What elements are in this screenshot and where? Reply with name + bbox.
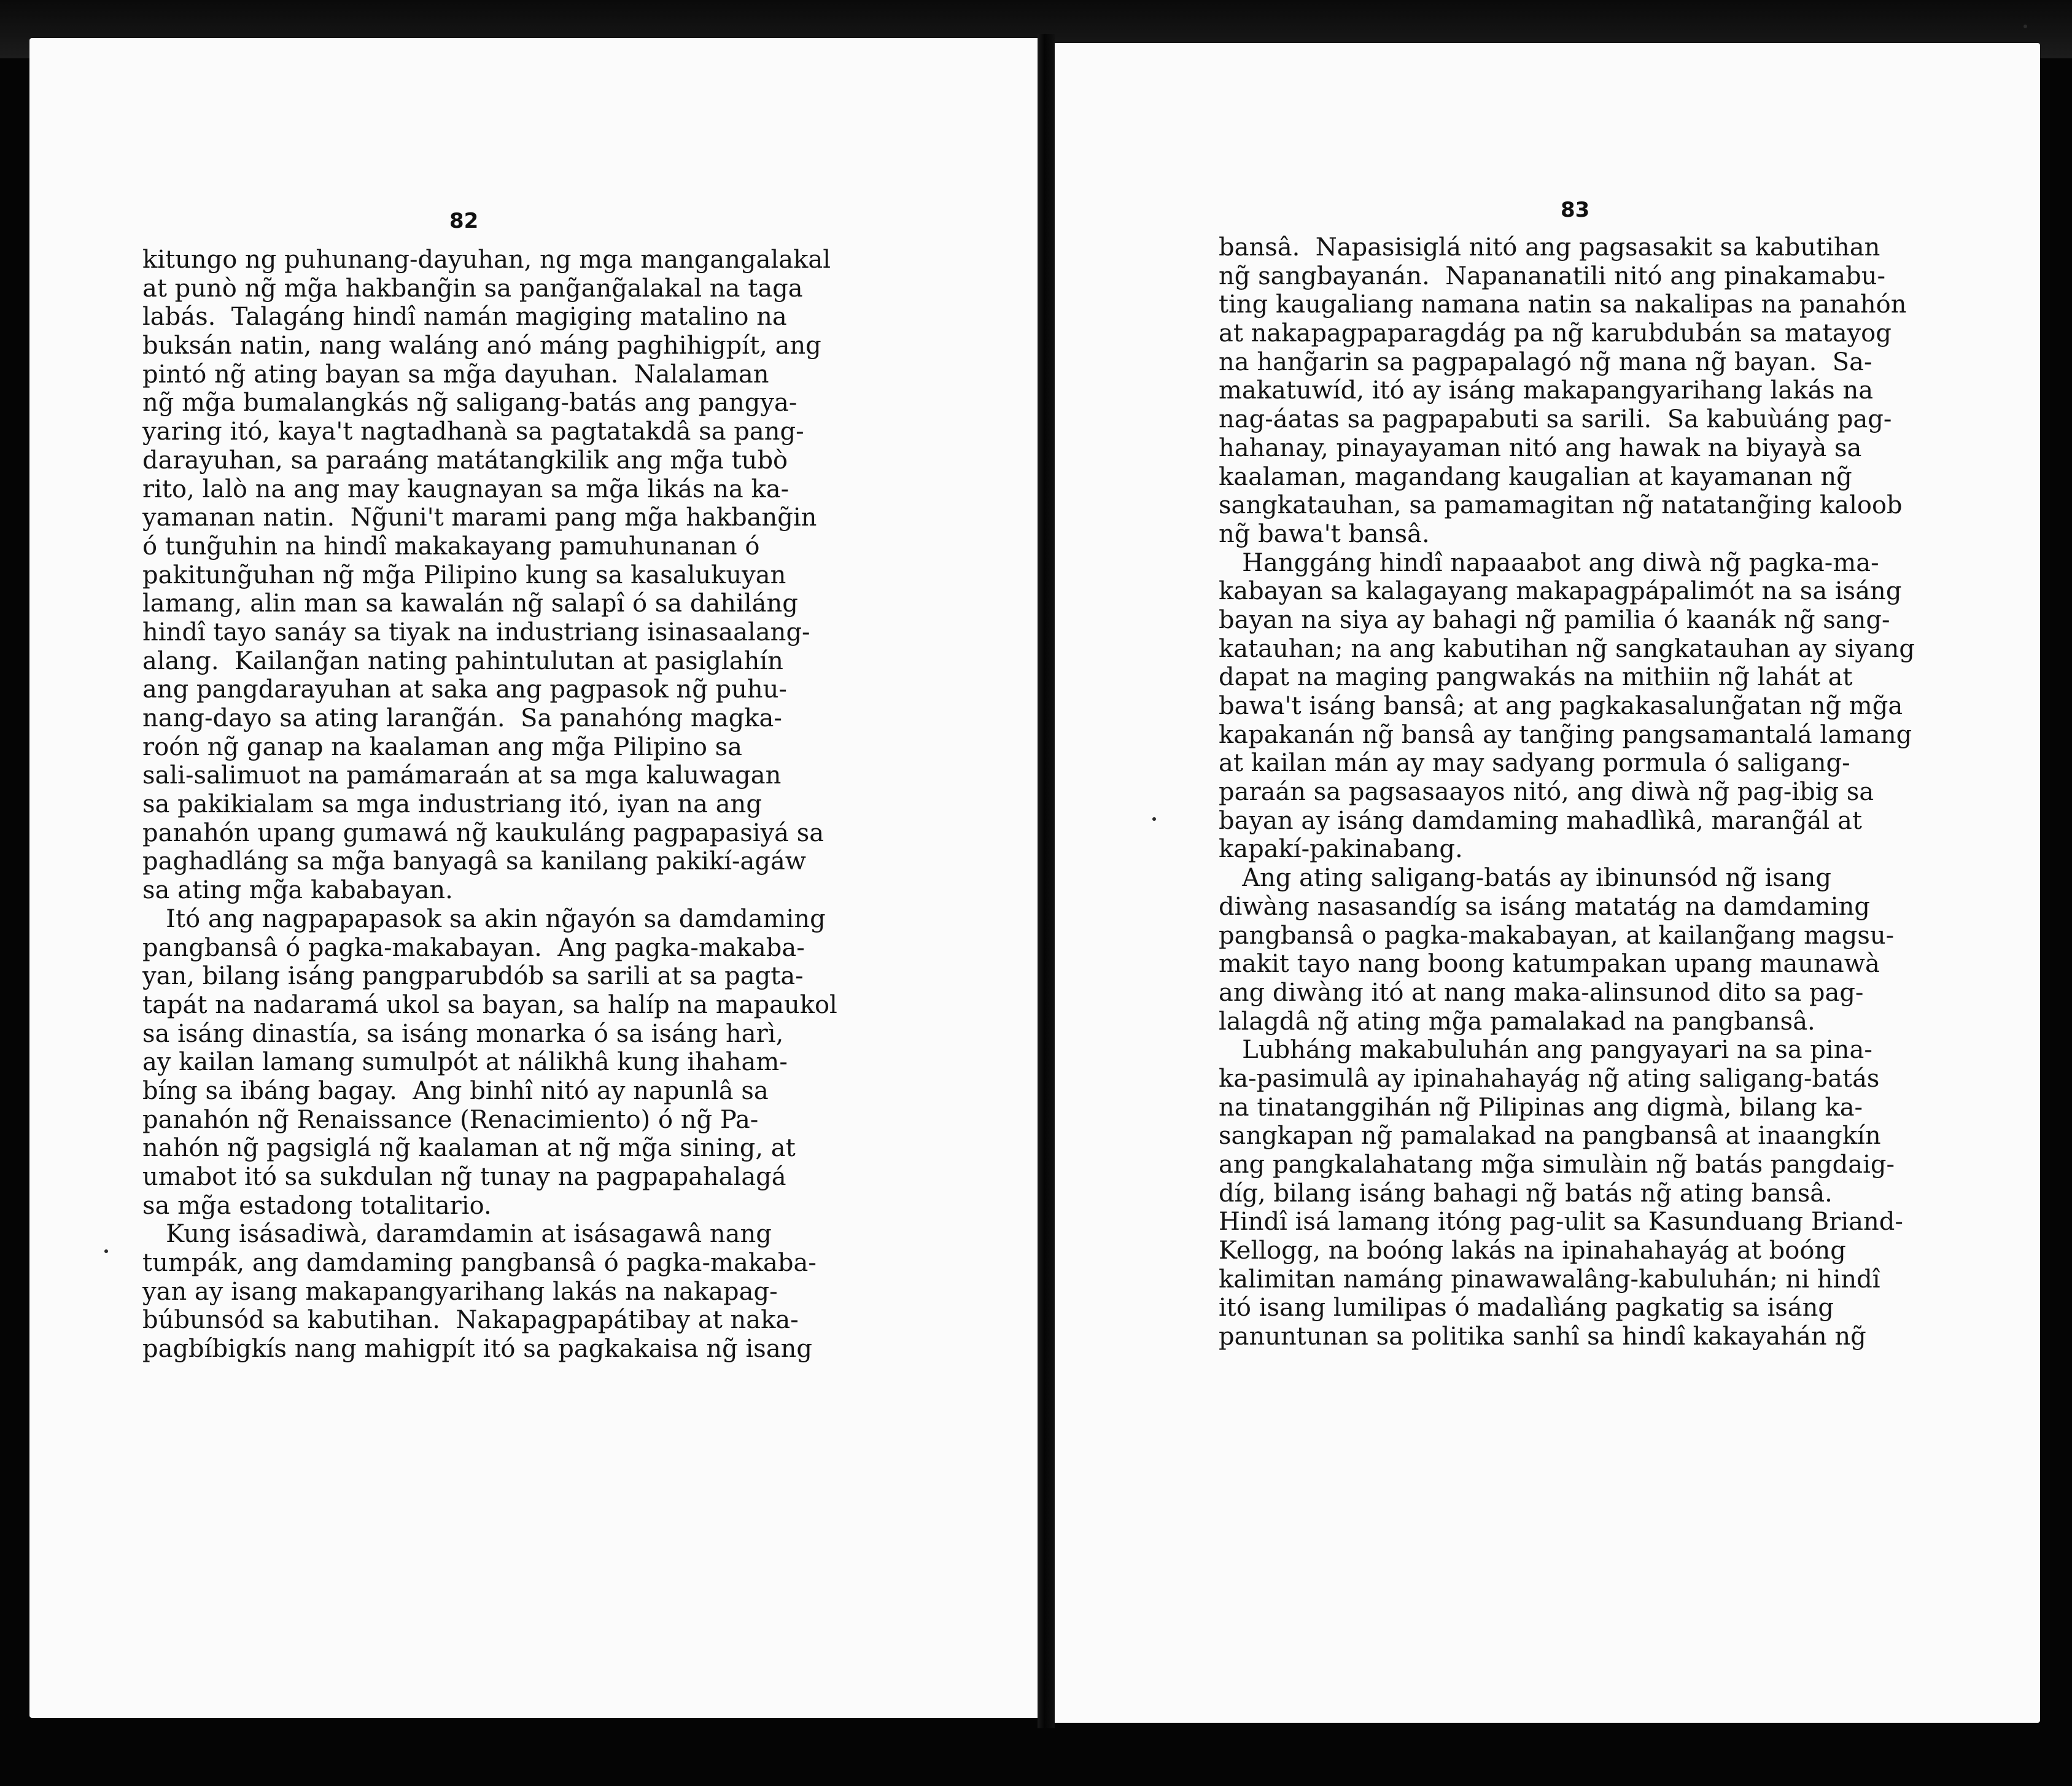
- text-line: pangbansâ o pagka-makabayan, at kailang̃ang magsu-: [1219, 921, 1895, 950]
- book-gutter: [1038, 34, 1055, 1728]
- text-line: panahón ng̃ Renaissance (Renacimiento) ó ng̃ Pa-: [142, 1105, 759, 1134]
- text-line: yan ay isang makapangyarihang lakás na nakapag-: [142, 1277, 778, 1306]
- text-line: roón ng̃ ganap na kaalaman ang mg̃a Pilipino sa: [142, 732, 743, 761]
- text-line: labás. Talagáng hindî namán magiging matalino na: [142, 303, 787, 332]
- text-line: paraán sa pagsasaayos nitó, ang diwà ng̃ pag-ibig sa: [1219, 778, 1874, 807]
- text-line: lamang, alin man sa kawalán ng̃ salapî ó sa dahiláng: [142, 589, 798, 618]
- text-line: ng̃ sangbayanán. Napananatili nitó ang pinakamabu-: [1219, 262, 1886, 290]
- text-line: sa mg̃a estadong totalitario.: [142, 1191, 492, 1220]
- text-line: kitungo ng puhunang-dayuhan, ng mga mangangalakal: [142, 246, 831, 274]
- right-page-number: 83: [1561, 198, 1590, 222]
- text-line: kapakanán ng̃ bansâ ay tang̃ing pangsamantalá lamang: [1219, 720, 1912, 749]
- text-line: sa ating mg̃a kababayan.: [142, 876, 453, 905]
- text-line: pangbansâ ó pagka-makabayan. Ang pagka-makaba-: [142, 933, 805, 962]
- text-line: alang. Kailang̃an nating pahintulutan at pasiglahín: [142, 646, 783, 675]
- text-line: ang pangkalahatang mg̃a simulàin ng̃ batás pangdaig-: [1219, 1151, 1895, 1179]
- text-line: ka-pasimulâ ay ipinahahayág ng̃ ating saligang-batás: [1219, 1064, 1880, 1093]
- text-line: Itó ang nagpapapasok sa akin ng̃ayón sa damdaming: [142, 904, 826, 933]
- text-line: pakitung̃uhan ng̃ mg̃a Pilipino kung sa kasalukuyan: [142, 561, 786, 589]
- text-line: bayan ay isáng damdaming mahadlìkâ, marang̃ál at: [1219, 806, 1862, 835]
- text-line: ang pangdarayuhan at saka ang pagpasok ng̃ puhu-: [142, 675, 787, 704]
- text-line: Ang ating saligang-batás ay ibinunsód ng̃ isang: [1219, 864, 1832, 893]
- text-line: kabayan sa kalagayang makapagpápalimót na sa isáng: [1219, 577, 1902, 606]
- left-page-number: 82: [449, 209, 479, 233]
- text-line: tapát na nadaramá ukol sa bayan, sa halíp na mapaukol: [142, 990, 837, 1019]
- text-line: nag-áatas sa pagpapabuti sa sarili. Sa kabuùáng pag-: [1219, 405, 1892, 434]
- text-line: Kung isásadiwà, daramdamin at isásagawâ nang: [142, 1220, 772, 1249]
- text-line: yamanan natin. Ng̃uni't marami pang mg̃a hakbang̃in: [142, 503, 817, 532]
- text-line: ng̃ bawa't bansâ.: [1219, 519, 1430, 548]
- text-line: sangkapan ng̃ pamalakad na pangbansâ at inaangkín: [1219, 1122, 1881, 1151]
- text-line: itó isang lumilipas ó madalìáng pagkatig sa isáng: [1219, 1294, 1834, 1322]
- text-line: ó tung̃uhin na hindî makakayang pamuhunanan ó: [142, 532, 760, 561]
- text-line: bansâ. Napasisiglá nitó ang pagsasakit sa kabutihan: [1219, 233, 1880, 262]
- text-line: díg, bilang isáng bahagi ng̃ batás ng̃ ating bansâ.: [1219, 1179, 1833, 1208]
- text-line: sa isáng dinastía, sa isáng monarka ó sa isáng harì,: [142, 1019, 784, 1048]
- text-line: at punò ng̃ mg̃a hakbang̃in sa pang̃ang̃alakal na taga: [142, 274, 803, 303]
- text-line: ting kaugaliang namana natin sa nakalipas na panahón: [1219, 290, 1907, 319]
- text-line: buksán natin, nang waláng anó máng paghihigpít, ang: [142, 332, 821, 360]
- text-line: Hindî isá lamang itóng pag-ulit sa Kasunduang Briand-: [1219, 1208, 1903, 1237]
- text-line: na tinatanggihán ng̃ Pilipinas ang digmà, bilang ka-: [1219, 1093, 1863, 1122]
- right-page-body-text: [1219, 233, 1980, 1351]
- text-line: Lubháng makabuluhán ang pangyayari na sa pina-: [1219, 1036, 1872, 1065]
- text-line: bayan na siya ay bahagi ng̃ pamilia ó kaanák ng̃ sang-: [1219, 605, 1890, 634]
- text-line: bawa't isáng bansâ; at ang pagkakasalung̃atan ng̃ mg̃a: [1219, 692, 1903, 720]
- text-line: paghadláng sa mg̃a banyagâ sa kanilang pakikí-agáw: [142, 847, 807, 876]
- left-page-body-text: [142, 246, 904, 1364]
- text-line: dapat na maging pangwakás na mithiin ng̃ lahát at: [1219, 663, 1853, 692]
- text-line: bíng sa ibáng bagay. Ang binhî nitó ay napunlâ sa: [142, 1076, 769, 1105]
- text-line: umabot itó sa sukdulan ng̃ tunay na pagpapahalagá: [142, 1163, 786, 1191]
- text-line: pagbíbigkís nang mahigpít itó sa pagkakaisa ng̃ isang: [142, 1335, 813, 1364]
- text-line: sangkatauhan, sa pamamagitan ng̃ natatang̃ing kaloob: [1219, 491, 1903, 520]
- text-line: ang diwàng itó at nang maka-alinsunod dito sa pag-: [1219, 978, 1864, 1007]
- text-line: panuntunan sa politika sanhî sa hindî kakayahán ng̃: [1219, 1322, 1866, 1351]
- text-line: Kellogg, na boóng lakás na ipinahahayág at boóng: [1219, 1237, 1846, 1265]
- scan-speck: [1152, 817, 1156, 821]
- text-line: nang-dayo sa ating larang̃án. Sa panahóng magka-: [142, 704, 782, 732]
- scan-speck: [2023, 25, 2027, 28]
- text-line: at kailan mán ay may sadyang pormula ó saligang-: [1219, 749, 1850, 778]
- text-line: yaring itó, kaya't nagtadhanà sa pagtatakdâ sa pang-: [142, 417, 804, 446]
- text-line: ng̃ mg̃a bumalangkás ng̃ saligang-batás ang pangya-: [142, 389, 797, 417]
- text-line: sa pakikialam sa mga industriang itó, iyan na ang: [142, 790, 762, 819]
- text-line: kapakí-pakinabang.: [1219, 835, 1463, 864]
- text-line: yan, bilang isáng pangparubdób sa sarili at sa pagta-: [142, 962, 804, 991]
- text-line: rito, lalò na ang may kaugnayan sa mg̃a likás na ka-: [142, 475, 790, 503]
- text-line: diwàng nasasandíg sa isáng matatág na damdaming: [1219, 892, 1870, 921]
- text-line: búbunsód sa kabutihan. Nakapagpapátibay at naka-: [142, 1306, 799, 1335]
- text-line: panahón upang gumawá ng̃ kaukuláng pagpapasiyá sa: [142, 818, 825, 847]
- text-line: hahanay, pinayayaman nitó ang hawak na biyayà sa: [1219, 433, 1862, 462]
- text-line: darayuhan, sa paraáng matátangkilik ang mg̃a tubò: [142, 446, 788, 475]
- text-line: tumpák, ang damdaming pangbansâ ó pagka-makaba-: [142, 1249, 817, 1278]
- text-line: Hanggáng hindî napaaabot ang diwà ng̃ pagka-ma-: [1219, 548, 1879, 577]
- text-line: lalagdâ ng̃ ating mg̃a pamalakad na pangbansâ.: [1219, 1007, 1815, 1036]
- text-line: makit tayo nang boong katumpakan upang maunawà: [1219, 950, 1880, 979]
- text-line: at nakapagpaparagdág pa ng̃ karubdubán sa matayog: [1219, 319, 1892, 348]
- text-line: pintó ng̃ ating bayan sa mg̃a dayuhan. Nalalaman: [142, 360, 769, 389]
- text-line: na hang̃arin sa pagpapalagó ng̃ mana ng̃ bayan. Sa-: [1219, 347, 1872, 376]
- text-line: kalimitan namáng pinawawalâng-kabuluhán; ni hindî: [1219, 1265, 1880, 1294]
- text-line: nahón ng̃ pagsiglá ng̃ kaalaman at ng̃ mg̃a sining, at: [142, 1134, 796, 1163]
- text-line: ay kailan lamang sumulpót at nálikhâ kung ihaham-: [142, 1048, 788, 1077]
- scan-speck: [104, 1249, 108, 1253]
- text-line: sali-salimuot na pamámaraán at sa mga kaluwagan: [142, 761, 782, 790]
- text-line: hindî tayo sanáy sa tiyak na industriang isinasaalang-: [142, 618, 810, 646]
- text-line: makatuwíd, itó ay isáng makapangyarihang lakás na: [1219, 376, 1874, 405]
- text-line: kaalaman, magandang kaugalian at kayamanan ng̃: [1219, 462, 1852, 491]
- text-line: katauhan; na ang kabutihan ng̃ sangkatauhan ay siyang: [1219, 634, 1915, 663]
